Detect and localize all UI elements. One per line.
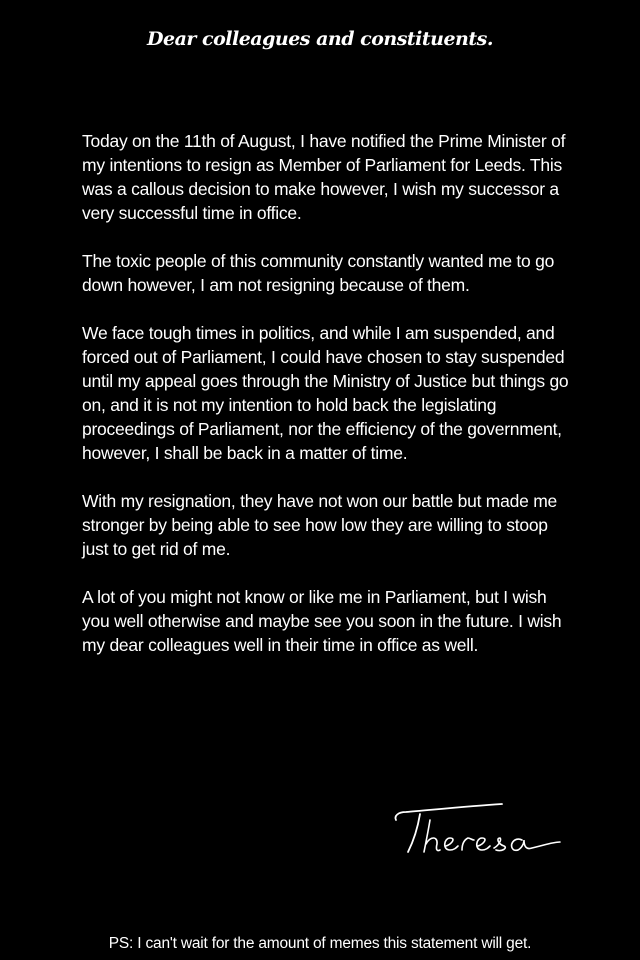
handwritten-signature	[390, 798, 566, 868]
letter-postscript: PS: I can't wait for the amount of memes this statement will get.	[108, 935, 532, 952]
letter-paragraph-3: We face tough times in politics, and while I am suspended, and forced out of Parliament, I could have chosen to stay suspended until my appeal goes through the Ministry of Justice but things go on, and it is not my intention to hold back the legislating proceedings of Parliament, nor the efficiency of the government, however, I shall be back in a matter of time.	[82, 323, 569, 463]
letter-body	[82, 129, 574, 681]
letter-paragraph-2: The toxic people of this community constantly wanted me to go down however, I am not resigning because of them.	[82, 251, 555, 295]
letter-greeting: Dear colleagues and constituents.	[147, 28, 493, 50]
letter-paragraph-1: Today on the 11th of August, I have notified the Prime Minister of my intentions to resign as Member of Parliament for Leeds. This was a callous decision to make however, I wish my successor a very successful time in office.	[82, 131, 566, 223]
letter-paragraph-4: With my resignation, they have not won our battle but made me stronger by being able to see how low they are willing to stoop just to get rid of me.	[82, 491, 558, 559]
letter-paragraph-5: A lot of you might not know or like me in Parliament, but I wish you well otherwise and maybe see you soon in the future. I wish my dear colleagues well in their time in office as well.	[82, 587, 562, 655]
